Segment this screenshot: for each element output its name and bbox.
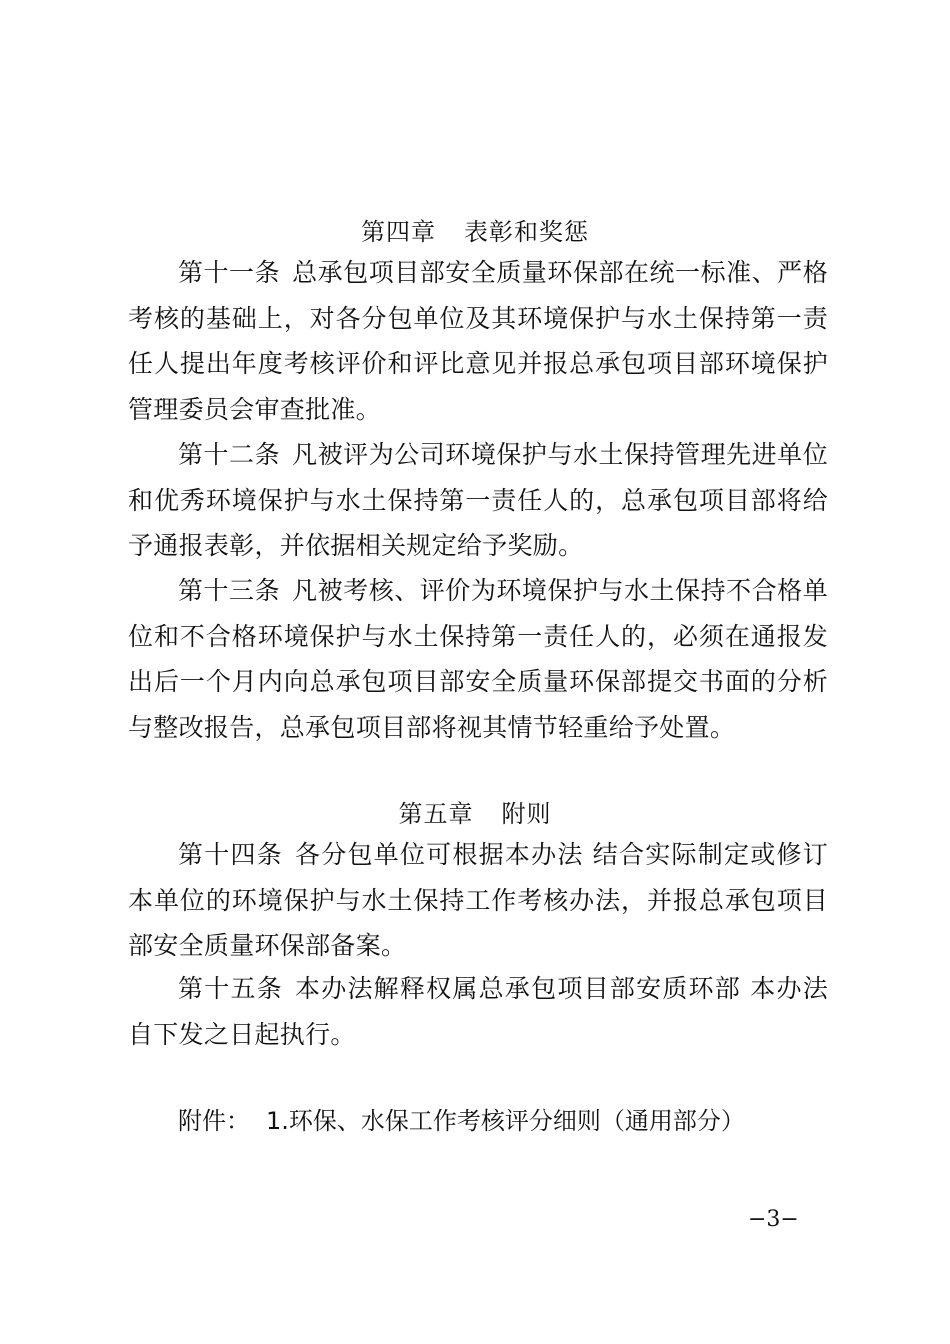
attachment-line	[178, 1099, 745, 1143]
article-13	[128, 568, 828, 750]
chapter-4-title: 第四章	[361, 218, 436, 246]
article-12-text: 凡被评为公司环境保护与水土保持管理先进单位和优秀环境保护与水土保持第一责任人的，总承包项目部将给予通报表彰，并依据相关规定给予奖励。	[128, 440, 828, 560]
chapter-5-title: 第五章	[398, 800, 474, 828]
attachment-item: 1.环保、水保工作考核评分细则（通用部分）	[266, 1107, 745, 1135]
attachment-label: 附件：	[178, 1107, 250, 1135]
chapter-5-subtitle: 附则	[501, 800, 552, 828]
article-14-text: 各分包单位可根据本办法 结合实际制定或修订本单位的环境保护与水土保持工作考核办法，并报总承包项目部安全质量环保部备案。	[128, 840, 829, 960]
article-11-lead: 第十一条	[178, 258, 281, 287]
chapter-5-heading	[0, 792, 950, 836]
article-13-text: 凡被考核、评价为环境保护与水土保持不合格单位和不合格环境保护与水土保持第一责任人的，必须在通报发出后一个月内向总承包项目部安全质量环保部提交书面的分析与整改报告，总承包项目部将视其情节轻重给予处置。	[128, 576, 828, 742]
page-number: −3−	[748, 1207, 799, 1232]
article-14-lead: 第十四条	[178, 840, 283, 869]
chapter-4-heading	[0, 210, 950, 254]
article-15-lead: 第十五条	[178, 974, 283, 1003]
article-11-text: 总承包项目部安全质量环保部在统一标准、严格考核的基础上，对各分包单位及其环境保护与水土保持第一责任人提出年度考核评价和评比意见并报总承包项目部环境保护管理委员会审查批准。	[128, 258, 828, 424]
article-15-text: 本办法解释权属总承包项目部安质环部 本办法自下发之日起执行。	[128, 974, 829, 1049]
article-12	[128, 432, 828, 569]
article-15	[128, 966, 828, 1057]
article-12-lead: 第十二条	[178, 440, 281, 469]
article-13-lead: 第十三条	[178, 576, 281, 605]
article-14	[128, 832, 828, 969]
chapter-4-subtitle: 表彰和奖惩	[464, 218, 589, 246]
article-11	[128, 250, 828, 432]
